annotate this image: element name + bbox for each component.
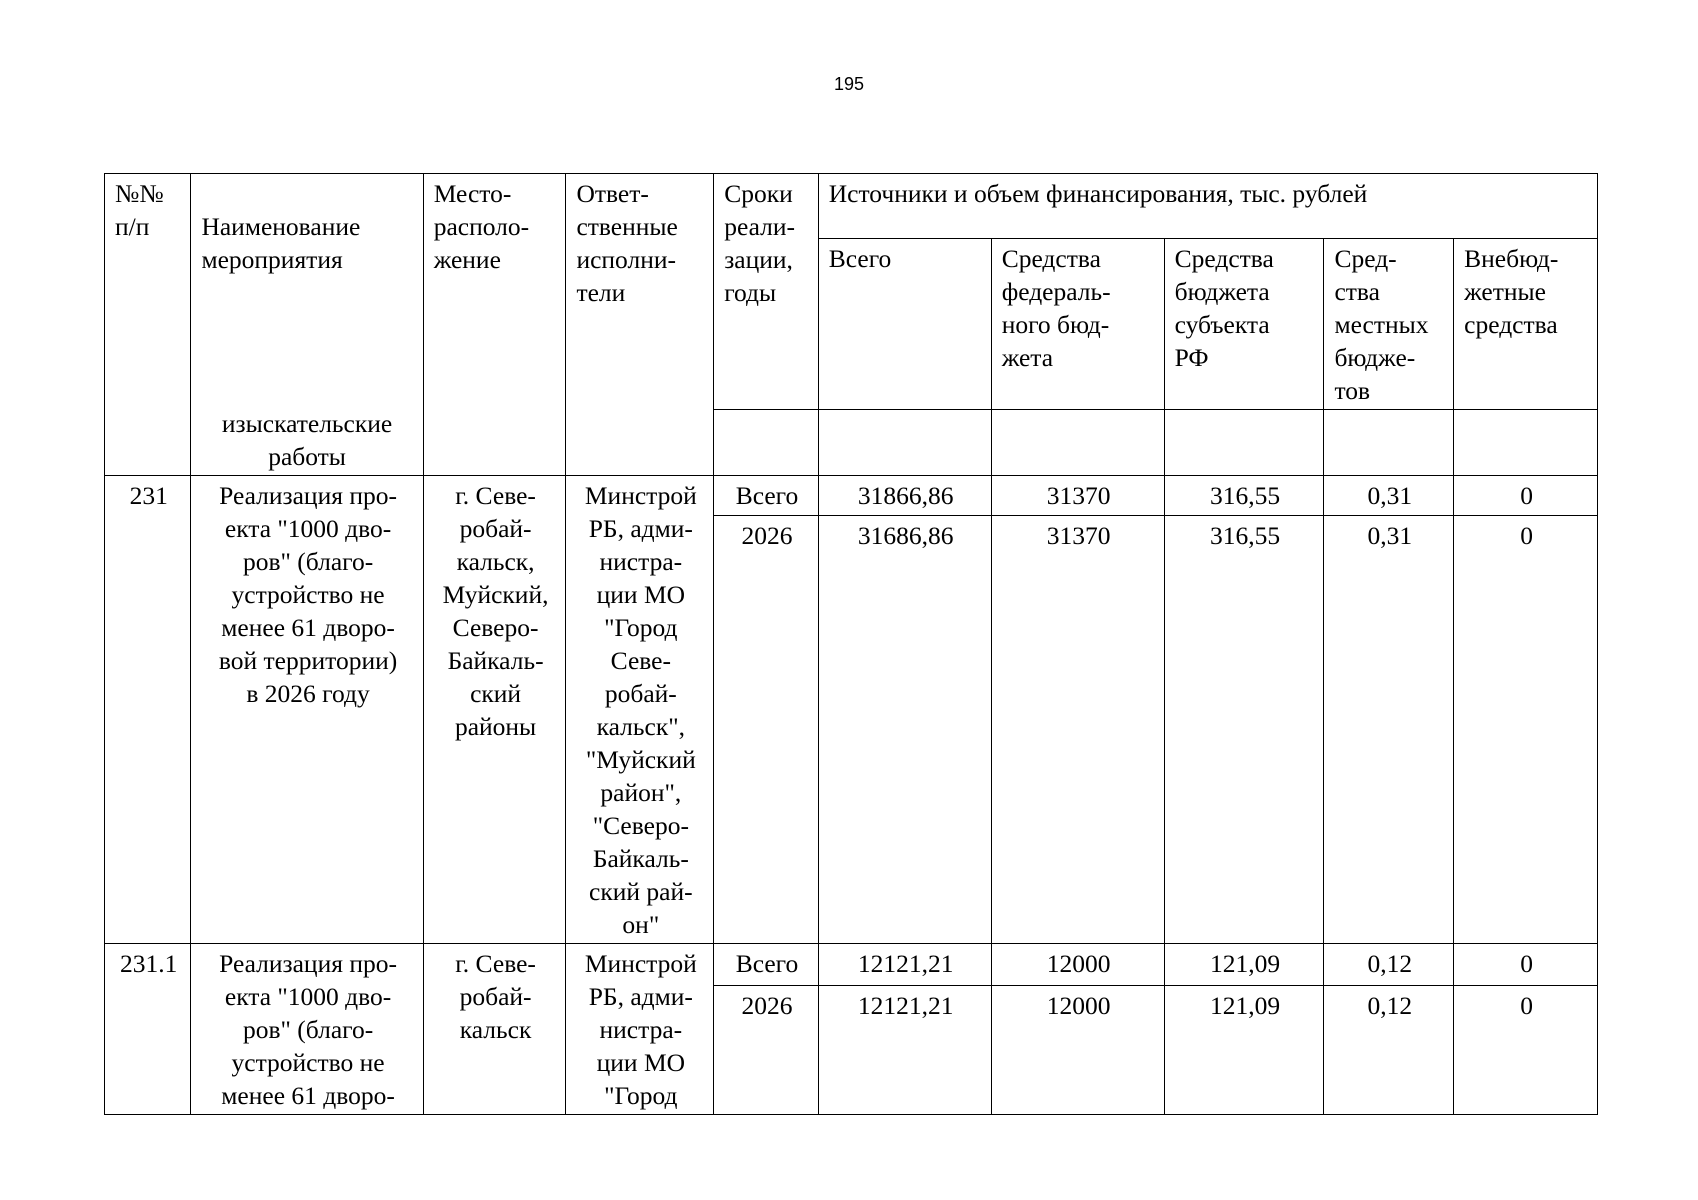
row-federal: 31370 [991,476,1164,516]
header-total: Всего [818,239,991,410]
row-extra: 0 [1454,515,1598,943]
header-federal: Средства федераль- ного бюд- жета [991,239,1164,410]
header-terms: Сроки реали- зации, годы [714,174,819,410]
row-subject: 121,09 [1164,985,1324,1114]
header-local: Сред- ства местных бюдже- тов [1324,239,1454,410]
blank-cell [1454,410,1598,476]
row-federal: 12000 [991,944,1164,986]
header-location: Место- располо- жение [423,174,566,476]
row-local: 0,31 [1324,476,1454,516]
row-num: 231.1 [105,944,191,1115]
row-local: 0,12 [1324,944,1454,986]
row-name: Реализация про- екта "1000 дво- ров" (благо- устройство не менее 61 дворо- [191,944,423,1115]
row-federal: 12000 [991,985,1164,1114]
financing-table [104,173,1598,1115]
header-sources: Источники и объем финансирования, тыс. рублей [818,174,1597,239]
row-location: г. Севе- робай- кальск, Муйский, Северо- Байкаль- ский районы [423,476,566,944]
row-extra: 0 [1454,985,1598,1114]
blank-cell [991,410,1164,476]
table-row [105,476,1598,516]
blank-cell [818,410,991,476]
row-local: 0,31 [1324,515,1454,943]
header-name-continuation: изыскательские работы [221,409,393,471]
row-federal: 31370 [991,515,1164,943]
header-name [191,174,423,476]
row-total: 31866,86 [818,476,991,516]
row-term: Всего [714,944,819,986]
page-number: 195 [833,74,865,94]
row-responsible: Минстрой РБ, адми- нистра- ции МО "Город Севе- робай- кальск", "Муйский район", "Северо- Байкаль- ский рай- он" [566,476,714,944]
header-responsible: Ответ- ственные исполни- тели [566,174,714,476]
row-total: 31686,86 [818,515,991,943]
blank-cell [1324,410,1454,476]
blank-cell [714,410,819,476]
row-extra: 0 [1454,476,1598,516]
row-term: Всего [714,476,819,516]
row-total: 12121,21 [818,985,991,1114]
row-subject: 316,55 [1164,515,1324,943]
row-local: 0,12 [1324,985,1454,1114]
table-row [105,944,1598,986]
row-num: 231 [105,476,191,944]
row-responsible: Минстрой РБ, адми- нистра- ции МО "Город [566,944,714,1115]
header-num: №№ п/п [105,174,191,476]
blank-cell [1164,410,1324,476]
row-location: г. Севе- робай- кальск [423,944,566,1115]
row-subject: 121,09 [1164,944,1324,986]
row-term: 2026 [714,985,819,1114]
row-term: 2026 [714,515,819,943]
row-extra: 0 [1454,944,1598,986]
header-extra: Внебюд- жетные средства [1454,239,1598,410]
row-total: 12121,21 [818,944,991,986]
header-name-label: Наименование мероприятия [201,212,361,274]
header-row [105,174,1598,239]
header-subject: Средства бюджета субъекта РФ [1164,239,1324,410]
row-name: Реализация про- екта "1000 дво- ров" (благо- устройство не менее 61 дворо- вой территории) в 2026 году [191,476,423,944]
row-subject: 316,55 [1164,476,1324,516]
